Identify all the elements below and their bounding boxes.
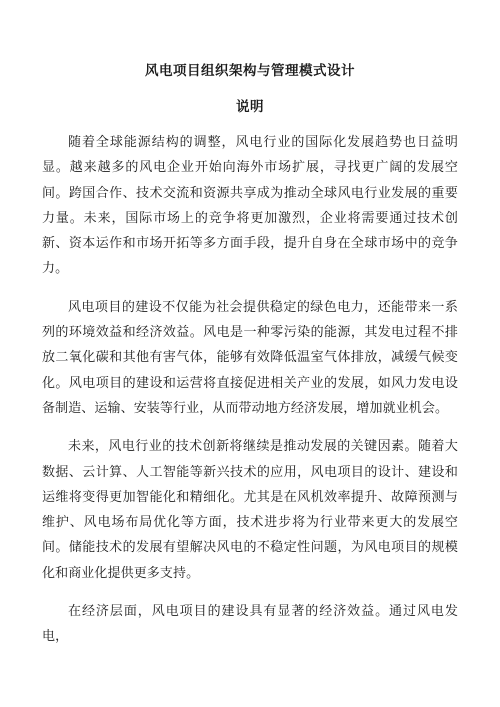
paragraph: 在经济层面，风电项目的建设具有显著的经济效益。通过风电发电， <box>42 604 458 645</box>
paragraph: 风电项目的建设不仅能为社会提供稳定的绿色电力，还能带来一系列的环境效益和经济效益。风电是一种零污染的能源，其发电过程不排放二氧化碳和其他有害气体，能够有效降低温室气体排放，减缓气候变化。风电项目的建设和运营将直接促进相关产业的发展，如风力发电设备制造、运输、安装等行业，从而带动地方经济发展，增加就业机会。 <box>42 299 458 416</box>
document-body <box>42 130 458 650</box>
section-heading: 说明 <box>236 99 264 115</box>
paragraph: 未来，风电行业的技术创新将继续是推动发展的关键因素。随着大数据、云计算、人工智能等新兴技术的应用，风电项目的设计、建设和运维将变得更加智能化和精细化。尤其是在风机效率提升、故障预测与维护、风电场布局优化等方面，技术进步将为行业带来更大的发展空间。储能技术的发展有望解决风电的不稳定性问题，为风电项目的规模化和商业化提供更多支持。 <box>42 439 458 581</box>
paragraph: 随着全球能源结构的调整，风电行业的国际化发展趋势也日益明显。越来越多的风电企业开始向海外市场扩展，寻找更广阔的发展空间。跨国合作、技术交流和资源共享成为推动全球风电行业发展的重要力量。未来，国际市场上的竞争将更加激烈，企业将需要通过技术创新、资本运作和市场开拓等多方面手段，提升自身在全球市场中的竞争力。 <box>42 135 458 277</box>
document-title: 风电项目组织架构与管理模式设计 <box>145 63 355 79</box>
